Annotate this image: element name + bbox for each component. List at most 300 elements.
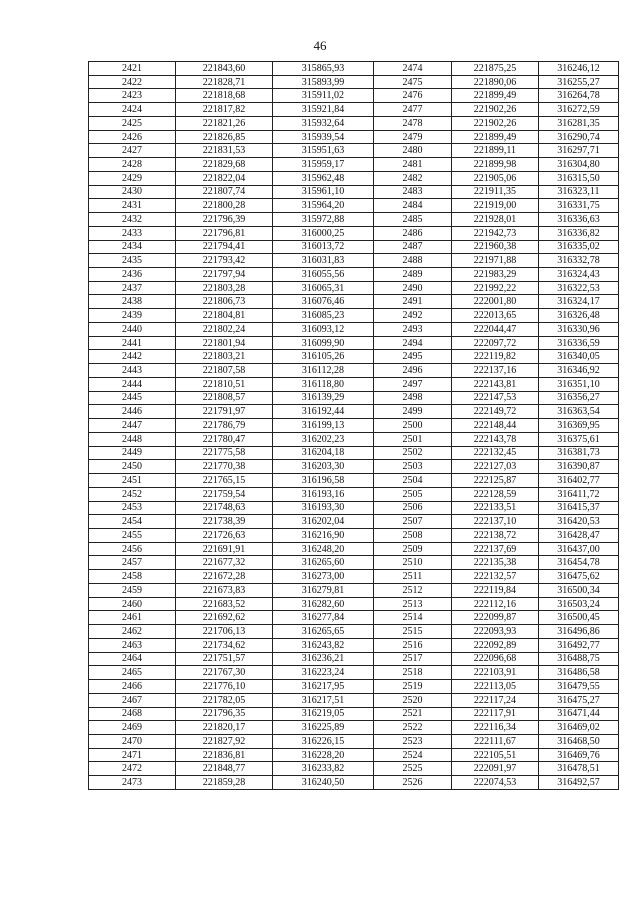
y-coordinate-cell: 316411,72: [539, 487, 619, 501]
x-coordinate-cell: 222091,97: [452, 762, 539, 776]
point-number-cell: 2430: [89, 185, 176, 199]
table-row: [89, 748, 619, 762]
table-row: [89, 240, 619, 254]
y-coordinate-cell: 315951,63: [273, 144, 374, 158]
point-number-cell: 2439: [89, 309, 176, 323]
point-number-cell: 2526: [374, 776, 452, 790]
table-row: [89, 680, 619, 694]
point-number-cell: 2422: [89, 75, 176, 89]
point-number-cell: 2468: [89, 707, 176, 721]
point-number-cell: 2518: [374, 666, 452, 680]
y-coordinate-cell: 316265,60: [273, 556, 374, 570]
coordinates-table-body: [89, 62, 619, 790]
x-coordinate-cell: 222133,51: [452, 501, 539, 515]
x-coordinate-cell: 221673,83: [176, 583, 273, 597]
y-coordinate-cell: 316454,78: [539, 556, 619, 570]
point-number-cell: 2480: [374, 144, 452, 158]
y-coordinate-cell: 316332,78: [539, 254, 619, 268]
point-number-cell: 2445: [89, 391, 176, 405]
x-coordinate-cell: 221818,68: [176, 89, 273, 103]
x-coordinate-cell: 222116,34: [452, 721, 539, 735]
y-coordinate-cell: 316369,95: [539, 419, 619, 433]
y-coordinate-cell: 316500,34: [539, 583, 619, 597]
x-coordinate-cell: 221911,35: [452, 185, 539, 199]
point-number-cell: 2478: [374, 116, 452, 130]
y-coordinate-cell: 316031,83: [273, 254, 374, 268]
y-coordinate-cell: 316390,87: [539, 460, 619, 474]
point-number-cell: 2470: [89, 734, 176, 748]
point-number-cell: 2477: [374, 103, 452, 117]
y-coordinate-cell: 316469,76: [539, 748, 619, 762]
point-number-cell: 2444: [89, 377, 176, 391]
x-coordinate-cell: 221827,92: [176, 734, 273, 748]
point-number-cell: 2498: [374, 391, 452, 405]
point-number-cell: 2464: [89, 652, 176, 666]
y-coordinate-cell: 316437,00: [539, 542, 619, 556]
y-coordinate-cell: 316492,57: [539, 776, 619, 790]
y-coordinate-cell: 316217,95: [273, 680, 374, 694]
table-row: [89, 199, 619, 213]
point-number-cell: 2457: [89, 556, 176, 570]
x-coordinate-cell: 221899,98: [452, 158, 539, 172]
x-coordinate-cell: 221706,13: [176, 625, 273, 639]
y-coordinate-cell: 316304,80: [539, 158, 619, 172]
point-number-cell: 2451: [89, 474, 176, 488]
y-coordinate-cell: 316264,78: [539, 89, 619, 103]
point-number-cell: 2510: [374, 556, 452, 570]
point-number-cell: 2434: [89, 240, 176, 254]
x-coordinate-cell: 221826,85: [176, 130, 273, 144]
x-coordinate-cell: 221960,38: [452, 240, 539, 254]
x-coordinate-cell: 221843,60: [176, 62, 273, 76]
point-number-cell: 2516: [374, 638, 452, 652]
y-coordinate-cell: 316475,27: [539, 693, 619, 707]
point-number-cell: 2475: [374, 75, 452, 89]
y-coordinate-cell: 316225,89: [273, 721, 374, 735]
table-row: [89, 268, 619, 282]
y-coordinate-cell: 316281,35: [539, 116, 619, 130]
point-number-cell: 2482: [374, 171, 452, 185]
table-row: [89, 336, 619, 350]
y-coordinate-cell: 316503,24: [539, 597, 619, 611]
x-coordinate-cell: 221808,57: [176, 391, 273, 405]
point-number-cell: 2479: [374, 130, 452, 144]
y-coordinate-cell: 316236,21: [273, 652, 374, 666]
point-number-cell: 2453: [89, 501, 176, 515]
y-coordinate-cell: 316315,50: [539, 171, 619, 185]
y-coordinate-cell: 316216,90: [273, 528, 374, 542]
x-coordinate-cell: 221800,28: [176, 199, 273, 213]
x-coordinate-cell: 221992,22: [452, 281, 539, 295]
x-coordinate-cell: 221807,58: [176, 364, 273, 378]
x-coordinate-cell: 222103,91: [452, 666, 539, 680]
point-number-cell: 2427: [89, 144, 176, 158]
y-coordinate-cell: 316105,26: [273, 350, 374, 364]
x-coordinate-cell: 222137,10: [452, 515, 539, 529]
y-coordinate-cell: 316351,10: [539, 377, 619, 391]
y-coordinate-cell: 316428,47: [539, 528, 619, 542]
y-coordinate-cell: 316204,18: [273, 446, 374, 460]
x-coordinate-cell: 222113,05: [452, 680, 539, 694]
y-coordinate-cell: 316290,74: [539, 130, 619, 144]
point-number-cell: 2440: [89, 322, 176, 336]
x-coordinate-cell: 222119,82: [452, 350, 539, 364]
y-coordinate-cell: 316475,62: [539, 570, 619, 584]
table-row: [89, 762, 619, 776]
x-coordinate-cell: 221692,62: [176, 611, 273, 625]
x-coordinate-cell: 221810,51: [176, 377, 273, 391]
y-coordinate-cell: 316013,72: [273, 240, 374, 254]
x-coordinate-cell: 221859,28: [176, 776, 273, 790]
point-number-cell: 2473: [89, 776, 176, 790]
point-number-cell: 2492: [374, 309, 452, 323]
x-coordinate-cell: 222074,53: [452, 776, 539, 790]
table-row: [89, 89, 619, 103]
x-coordinate-cell: 221821,26: [176, 116, 273, 130]
y-coordinate-cell: 316324,43: [539, 268, 619, 282]
y-coordinate-cell: 315939,54: [273, 130, 374, 144]
y-coordinate-cell: 316272,59: [539, 103, 619, 117]
point-number-cell: 2495: [374, 350, 452, 364]
x-coordinate-cell: 221919,00: [452, 199, 539, 213]
y-coordinate-cell: 316118,80: [273, 377, 374, 391]
x-coordinate-cell: 221797,94: [176, 268, 273, 282]
y-coordinate-cell: 316199,13: [273, 419, 374, 433]
y-coordinate-cell: 316228,20: [273, 748, 374, 762]
y-coordinate-cell: 316496,86: [539, 625, 619, 639]
table-row: [89, 391, 619, 405]
point-number-cell: 2519: [374, 680, 452, 694]
table-row: [89, 515, 619, 529]
y-coordinate-cell: 316093,12: [273, 322, 374, 336]
y-coordinate-cell: 316226,15: [273, 734, 374, 748]
y-coordinate-cell: 316346,92: [539, 364, 619, 378]
x-coordinate-cell: 222143,78: [452, 432, 539, 446]
y-coordinate-cell: 316202,23: [273, 432, 374, 446]
table-row: [89, 707, 619, 721]
point-number-cell: 2474: [374, 62, 452, 76]
x-coordinate-cell: 221791,97: [176, 405, 273, 419]
y-coordinate-cell: 316279,81: [273, 583, 374, 597]
point-number-cell: 2481: [374, 158, 452, 172]
point-number-cell: 2504: [374, 474, 452, 488]
point-number-cell: 2509: [374, 542, 452, 556]
y-coordinate-cell: 316500,45: [539, 611, 619, 625]
x-coordinate-cell: 221672,28: [176, 570, 273, 584]
y-coordinate-cell: 316323,11: [539, 185, 619, 199]
y-coordinate-cell: 316202,04: [273, 515, 374, 529]
x-coordinate-cell: 221796,35: [176, 707, 273, 721]
y-coordinate-cell: 316273,00: [273, 570, 374, 584]
y-coordinate-cell: 316331,75: [539, 199, 619, 213]
point-number-cell: 2485: [374, 213, 452, 227]
x-coordinate-cell: 222001,80: [452, 295, 539, 309]
y-coordinate-cell: 316322,53: [539, 281, 619, 295]
x-coordinate-cell: 222105,51: [452, 748, 539, 762]
x-coordinate-cell: 221803,21: [176, 350, 273, 364]
table-row: [89, 62, 619, 76]
point-number-cell: 2517: [374, 652, 452, 666]
y-coordinate-cell: 315932,64: [273, 116, 374, 130]
y-coordinate-cell: 316488,75: [539, 652, 619, 666]
x-coordinate-cell: 221765,15: [176, 474, 273, 488]
point-number-cell: 2431: [89, 199, 176, 213]
y-coordinate-cell: 316000,25: [273, 226, 374, 240]
x-coordinate-cell: 221770,38: [176, 460, 273, 474]
y-coordinate-cell: 316255,27: [539, 75, 619, 89]
point-number-cell: 2456: [89, 542, 176, 556]
x-coordinate-cell: 222044,47: [452, 322, 539, 336]
x-coordinate-cell: 222096,68: [452, 652, 539, 666]
y-coordinate-cell: 315972,88: [273, 213, 374, 227]
x-coordinate-cell: 222112,16: [452, 597, 539, 611]
point-number-cell: 2503: [374, 460, 452, 474]
x-coordinate-cell: 222117,24: [452, 693, 539, 707]
point-number-cell: 2484: [374, 199, 452, 213]
table-row: [89, 130, 619, 144]
point-number-cell: 2441: [89, 336, 176, 350]
x-coordinate-cell: 221942,73: [452, 226, 539, 240]
table-row: [89, 322, 619, 336]
y-coordinate-cell: 316468,50: [539, 734, 619, 748]
x-coordinate-cell: 222128,59: [452, 487, 539, 501]
x-coordinate-cell: 222127,03: [452, 460, 539, 474]
x-coordinate-cell: 221738,39: [176, 515, 273, 529]
point-number-cell: 2425: [89, 116, 176, 130]
x-coordinate-cell: 221836,81: [176, 748, 273, 762]
point-number-cell: 2512: [374, 583, 452, 597]
point-number-cell: 2472: [89, 762, 176, 776]
point-number-cell: 2506: [374, 501, 452, 515]
y-coordinate-cell: 316297,71: [539, 144, 619, 158]
y-coordinate-cell: 316065,31: [273, 281, 374, 295]
y-coordinate-cell: 316356,27: [539, 391, 619, 405]
point-number-cell: 2466: [89, 680, 176, 694]
point-number-cell: 2471: [89, 748, 176, 762]
x-coordinate-cell: 222138,72: [452, 528, 539, 542]
x-coordinate-cell: 221802,24: [176, 322, 273, 336]
table-row: [89, 583, 619, 597]
x-coordinate-cell: 221875,25: [452, 62, 539, 76]
point-number-cell: 2493: [374, 322, 452, 336]
point-number-cell: 2459: [89, 583, 176, 597]
y-coordinate-cell: 316479,55: [539, 680, 619, 694]
table-row: [89, 226, 619, 240]
point-number-cell: 2428: [89, 158, 176, 172]
y-coordinate-cell: 316326,48: [539, 309, 619, 323]
table-row: [89, 570, 619, 584]
x-coordinate-cell: 221677,32: [176, 556, 273, 570]
x-coordinate-cell: 221794,41: [176, 240, 273, 254]
point-number-cell: 2523: [374, 734, 452, 748]
table-row: [89, 103, 619, 117]
y-coordinate-cell: 315893,99: [273, 75, 374, 89]
point-number-cell: 2462: [89, 625, 176, 639]
y-coordinate-cell: 316415,37: [539, 501, 619, 515]
table-row: [89, 776, 619, 790]
point-number-cell: 2429: [89, 171, 176, 185]
y-coordinate-cell: 316055,56: [273, 268, 374, 282]
x-coordinate-cell: 221928,01: [452, 213, 539, 227]
table-row: [89, 213, 619, 227]
point-number-cell: 2491: [374, 295, 452, 309]
x-coordinate-cell: 221776,10: [176, 680, 273, 694]
table-row: [89, 460, 619, 474]
table-row: [89, 309, 619, 323]
table-row: [89, 652, 619, 666]
y-coordinate-cell: 316336,63: [539, 213, 619, 227]
table-row: [89, 501, 619, 515]
y-coordinate-cell: 316192,44: [273, 405, 374, 419]
point-number-cell: 2522: [374, 721, 452, 735]
point-number-cell: 2433: [89, 226, 176, 240]
x-coordinate-cell: 222149,72: [452, 405, 539, 419]
x-coordinate-cell: 221782,05: [176, 693, 273, 707]
point-number-cell: 2488: [374, 254, 452, 268]
x-coordinate-cell: 221793,42: [176, 254, 273, 268]
y-coordinate-cell: 316335,02: [539, 240, 619, 254]
x-coordinate-cell: 221691,91: [176, 542, 273, 556]
table-row: [89, 281, 619, 295]
x-coordinate-cell: 221796,81: [176, 226, 273, 240]
table-row: [89, 556, 619, 570]
y-coordinate-cell: 316233,82: [273, 762, 374, 776]
x-coordinate-cell: 222093,93: [452, 625, 539, 639]
x-coordinate-cell: 222147,53: [452, 391, 539, 405]
point-number-cell: 2437: [89, 281, 176, 295]
table-row: [89, 171, 619, 185]
table-row: [89, 638, 619, 652]
x-coordinate-cell: 222132,45: [452, 446, 539, 460]
y-coordinate-cell: 316402,77: [539, 474, 619, 488]
table-row: [89, 185, 619, 199]
x-coordinate-cell: 221971,88: [452, 254, 539, 268]
y-coordinate-cell: 316193,30: [273, 501, 374, 515]
x-coordinate-cell: 221767,30: [176, 666, 273, 680]
x-coordinate-cell: 221902,26: [452, 116, 539, 130]
table-row: [89, 364, 619, 378]
x-coordinate-cell: 221806,73: [176, 295, 273, 309]
point-number-cell: 2435: [89, 254, 176, 268]
point-number-cell: 2500: [374, 419, 452, 433]
x-coordinate-cell: 221780,47: [176, 432, 273, 446]
x-coordinate-cell: 222117,91: [452, 707, 539, 721]
point-number-cell: 2454: [89, 515, 176, 529]
page-number: 46: [313, 38, 327, 53]
x-coordinate-cell: 221801,94: [176, 336, 273, 350]
y-coordinate-cell: 316099,90: [273, 336, 374, 350]
table-row: [89, 597, 619, 611]
table-row: [89, 693, 619, 707]
x-coordinate-cell: 222132,57: [452, 570, 539, 584]
x-coordinate-cell: 222125,87: [452, 474, 539, 488]
point-number-cell: 2467: [89, 693, 176, 707]
x-coordinate-cell: 221905,06: [452, 171, 539, 185]
y-coordinate-cell: 316243,82: [273, 638, 374, 652]
table-row: [89, 666, 619, 680]
point-number-cell: 2452: [89, 487, 176, 501]
point-number-cell: 2494: [374, 336, 452, 350]
y-coordinate-cell: 316330,96: [539, 322, 619, 336]
x-coordinate-cell: 221983,29: [452, 268, 539, 282]
y-coordinate-cell: 316324,17: [539, 295, 619, 309]
x-coordinate-cell: 221775,58: [176, 446, 273, 460]
y-coordinate-cell: 316076,46: [273, 295, 374, 309]
x-coordinate-cell: 222111,67: [452, 734, 539, 748]
y-coordinate-cell: 316336,82: [539, 226, 619, 240]
y-coordinate-cell: 315964,20: [273, 199, 374, 213]
y-coordinate-cell: 316265,65: [273, 625, 374, 639]
point-number-cell: 2476: [374, 89, 452, 103]
x-coordinate-cell: 221899,49: [452, 130, 539, 144]
x-coordinate-cell: 221829,68: [176, 158, 273, 172]
point-number-cell: 2438: [89, 295, 176, 309]
point-number-cell: 2436: [89, 268, 176, 282]
table-row: [89, 405, 619, 419]
x-coordinate-cell: 221734,62: [176, 638, 273, 652]
y-coordinate-cell: 315865,93: [273, 62, 374, 76]
y-coordinate-cell: 316340,05: [539, 350, 619, 364]
table-row: [89, 158, 619, 172]
y-coordinate-cell: 315959,17: [273, 158, 374, 172]
y-coordinate-cell: 316363,54: [539, 405, 619, 419]
point-number-cell: 2423: [89, 89, 176, 103]
y-coordinate-cell: 316375,61: [539, 432, 619, 446]
point-number-cell: 2447: [89, 419, 176, 433]
x-coordinate-cell: 221786,79: [176, 419, 273, 433]
x-coordinate-cell: 222137,16: [452, 364, 539, 378]
point-number-cell: 2465: [89, 666, 176, 680]
x-coordinate-cell: 221822,04: [176, 171, 273, 185]
point-number-cell: 2499: [374, 405, 452, 419]
x-coordinate-cell: 222097,72: [452, 336, 539, 350]
point-number-cell: 2501: [374, 432, 452, 446]
x-coordinate-cell: 221748,63: [176, 501, 273, 515]
table-row: [89, 116, 619, 130]
point-number-cell: 2524: [374, 748, 452, 762]
x-coordinate-cell: 222135,38: [452, 556, 539, 570]
x-coordinate-cell: 222092,89: [452, 638, 539, 652]
x-coordinate-cell: 221803,28: [176, 281, 273, 295]
table-row: [89, 377, 619, 391]
x-coordinate-cell: 221899,11: [452, 144, 539, 158]
x-coordinate-cell: 222148,44: [452, 419, 539, 433]
point-number-cell: 2502: [374, 446, 452, 460]
point-number-cell: 2513: [374, 597, 452, 611]
x-coordinate-cell: 221817,82: [176, 103, 273, 117]
point-number-cell: 2463: [89, 638, 176, 652]
table-row: [89, 734, 619, 748]
point-number-cell: 2448: [89, 432, 176, 446]
y-coordinate-cell: 316469,02: [539, 721, 619, 735]
point-number-cell: 2497: [374, 377, 452, 391]
point-number-cell: 2487: [374, 240, 452, 254]
x-coordinate-cell: 221683,52: [176, 597, 273, 611]
table-row: [89, 611, 619, 625]
table-row: [89, 474, 619, 488]
y-coordinate-cell: 316381,73: [539, 446, 619, 460]
table-row: [89, 75, 619, 89]
x-coordinate-cell: 221831,53: [176, 144, 273, 158]
point-number-cell: 2505: [374, 487, 452, 501]
x-coordinate-cell: 221751,57: [176, 652, 273, 666]
point-number-cell: 2469: [89, 721, 176, 735]
y-coordinate-cell: 316486,58: [539, 666, 619, 680]
y-coordinate-cell: 315961,10: [273, 185, 374, 199]
y-coordinate-cell: 316240,50: [273, 776, 374, 790]
y-coordinate-cell: 316478,51: [539, 762, 619, 776]
table-row: [89, 144, 619, 158]
